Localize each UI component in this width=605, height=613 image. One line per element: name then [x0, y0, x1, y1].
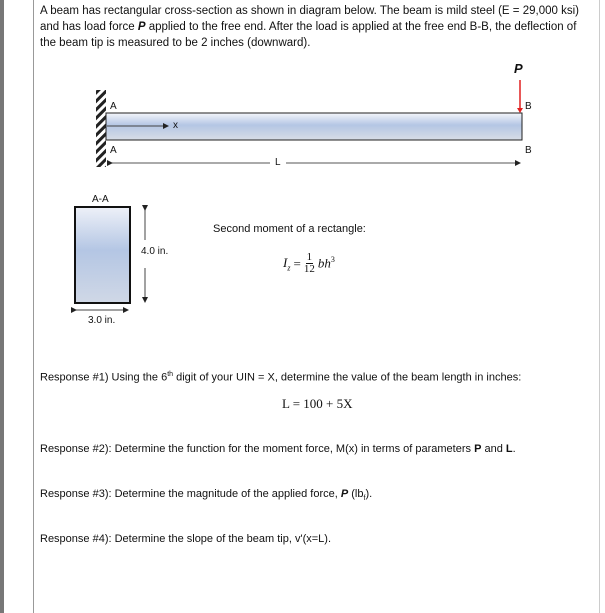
section-a-bottom: A	[110, 145, 117, 156]
width-label: 3.0 in.	[88, 315, 116, 326]
beam	[106, 113, 522, 140]
load-label: P	[514, 61, 523, 76]
fixed-wall	[96, 90, 106, 167]
formula-title: Second moment of a rectangle:	[213, 223, 366, 235]
response-2: Response #2): Determine the function for the moment force, M(x) in terms of parameters P and L.	[40, 443, 516, 455]
cross-section	[75, 207, 130, 303]
moment-formula: $I_z$ = $\frac{1}{12}$ $bh^3$	[283, 251, 335, 275]
length-equation: L = 100 + 5X	[282, 396, 353, 411]
length-label: L	[275, 157, 281, 168]
section-title: A-A	[92, 194, 109, 205]
x-axis-label: x	[173, 120, 178, 131]
response-3: Response #3): Determine the magnitude of the applied force, P $(lb_f)$.	[40, 488, 373, 503]
section-b-bottom: B	[525, 145, 532, 156]
problem-statement: A beam has rectangular cross-section as shown in diagram below. The beam is mild steel (E = 29,000 ksi) and has load force P applied to the free end. After the load is applied at the free end B-B, the deflection of the beam tip is measured to be 2 inches (downward).	[40, 5, 579, 49]
section-b-top: B	[525, 101, 532, 112]
response-4: Response #4): Determine the slope of the beam tip, v'(x=L).	[40, 533, 332, 545]
section-a-top: A	[110, 101, 117, 112]
response-1: Response #1) Using the 6th digit of your UIN = X, determine the value of the beam length in inches:	[40, 371, 522, 384]
height-label: 4.0 in.	[141, 246, 169, 257]
